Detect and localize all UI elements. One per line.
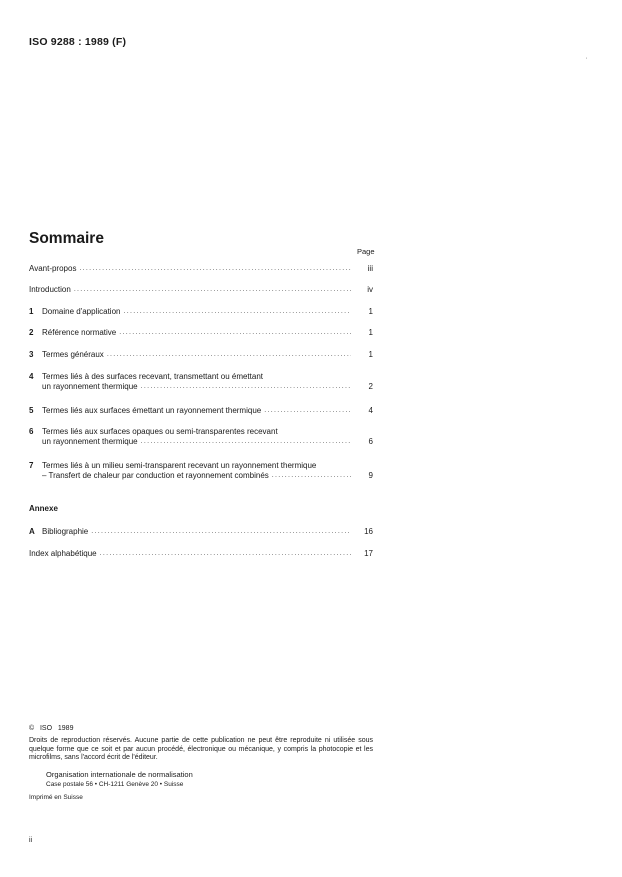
toc-page-number: iii: [367, 264, 373, 273]
toc-page-number: 6: [368, 437, 373, 446]
postal-address: Case postale 56 • CH-1211 Genève 20 • Suisse: [46, 781, 184, 788]
toc-label: Index alphabétique: [29, 549, 97, 558]
toc-page-number: 17: [364, 549, 373, 558]
toc-label: un rayonnement thermique: [42, 382, 138, 391]
dot-leader: [100, 549, 351, 559]
annex-heading: Annexe: [29, 504, 58, 513]
organization-name: Organisation internationale de normalisation: [46, 770, 193, 779]
toc-number: 6: [29, 427, 34, 436]
toc-number: 5: [29, 406, 34, 415]
rights-statement: Droits de reproduction réservés. Aucune partie de cette publication ne peut être reproduite ni utilisée sous quelque forme que ce soit et par aucun procédé, électronique ou mécanique, y compris la photocopie et les microfilms, sans l'accord écrit de l'éditeur.: [29, 737, 373, 762]
toc-page-number: 2: [368, 382, 373, 391]
copyright-notice: © ISO 1989: [29, 725, 74, 732]
toc-number: 2: [29, 328, 34, 337]
toc-entry-7[interactable]: [29, 461, 373, 481]
toc-entry-3[interactable]: [29, 350, 373, 360]
toc-number: A: [29, 527, 35, 536]
dot-leader: [141, 437, 351, 447]
dot-leader: [264, 406, 351, 416]
dot-leader: [79, 264, 351, 274]
toc-label: un rayonnement thermique: [42, 437, 138, 446]
dot-leader: [272, 471, 351, 481]
toc-label: Référence normative: [42, 328, 117, 337]
toc-label: Avant-propos: [29, 264, 77, 273]
dot-leader: [119, 328, 351, 338]
toc-page-number: 16: [364, 527, 373, 536]
toc-number: 7: [29, 461, 34, 470]
toc-entry-introduction[interactable]: [29, 285, 373, 295]
page-folio: ii: [29, 837, 33, 844]
page-column-heading: Page: [357, 247, 375, 256]
toc-label: Termes liés aux surfaces émettant un rayonnement thermique: [42, 406, 262, 415]
toc-label-line1: Termes liés à des surfaces recevant, transmettant ou émettant: [42, 372, 263, 381]
toc-label: Introduction: [29, 285, 71, 294]
document-id: ISO 9288 : 1989 (F): [29, 36, 127, 48]
toc-page-number: 1: [368, 350, 373, 359]
toc-page-number: 9: [368, 471, 373, 480]
toc-label-line1: Termes liés aux surfaces opaques ou semi-transparentes recevant: [42, 427, 278, 436]
dot-leader: [123, 307, 351, 317]
toc-entry-5[interactable]: [29, 406, 373, 416]
toc-entry-annex-a[interactable]: [29, 527, 373, 537]
toc-label: Domaine d'application: [42, 307, 121, 316]
toc-label-line1: Termes liés à un milieu semi-transparent recevant un rayonnement thermique: [42, 461, 317, 470]
toc-page-number: 1: [368, 307, 373, 316]
toc-entry-1[interactable]: [29, 307, 373, 317]
dot-leader: [91, 527, 351, 537]
printed-in: Imprimé en Suisse: [29, 794, 83, 801]
toc-page-number: 4: [368, 406, 373, 415]
toc-entry-avant-propos[interactable]: [29, 264, 373, 274]
page-title: Sommaire: [29, 230, 104, 247]
toc-page-number: 1: [368, 328, 373, 337]
toc-entry-4[interactable]: [29, 372, 373, 392]
toc-label: Bibliographie: [42, 527, 89, 536]
toc-label: – Transfert de chaleur par conduction et rayonnement combinés: [42, 471, 269, 480]
toc-number: 3: [29, 350, 34, 359]
margin-mark: ': [586, 58, 588, 64]
dot-leader: [141, 382, 351, 392]
dot-leader: [107, 350, 351, 360]
toc-number: 4: [29, 372, 34, 381]
toc-page-number: iv: [367, 285, 373, 294]
toc-label: Termes généraux: [42, 350, 104, 359]
toc-entry-2[interactable]: [29, 328, 373, 338]
toc-number: 1: [29, 307, 34, 316]
toc-entry-6[interactable]: [29, 427, 373, 447]
dot-leader: [74, 285, 351, 295]
toc-entry-index[interactable]: [29, 549, 373, 559]
